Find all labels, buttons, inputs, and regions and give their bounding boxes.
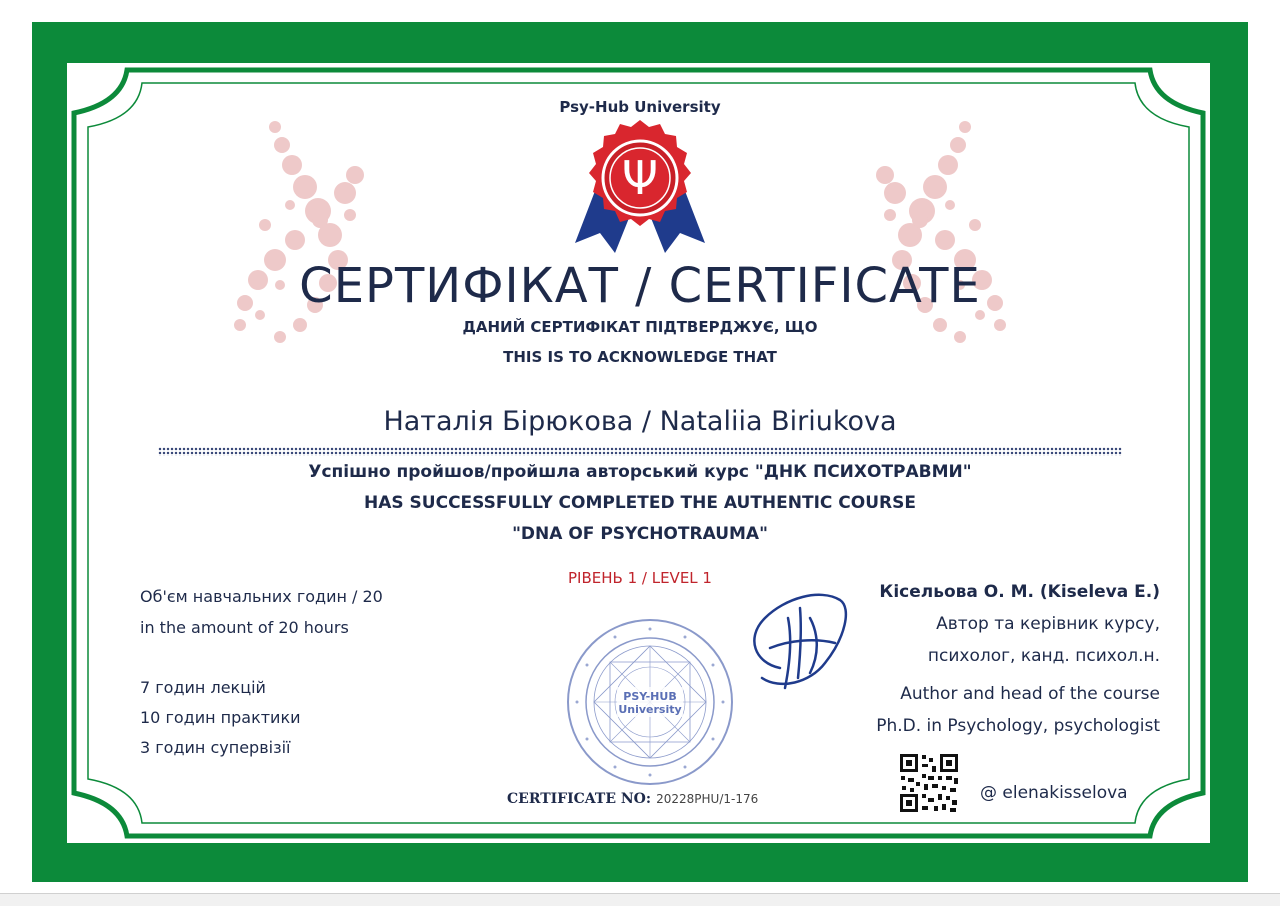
practice-hours: 10 годин практики [140,708,301,727]
author-role-uk-1: Автор та керівник курсу, [936,614,1160,634]
author-role-en-1: Author and head of the course [900,684,1160,704]
social-handle[interactable]: @ elenakisselova [980,783,1128,803]
total-hours-en: in the amount of 20 hours [140,618,349,637]
certificate-title: СЕРТИФІКАТ / CERTIFICATE [299,258,981,314]
author-role-uk-2: психолог, канд. психол.н. [927,646,1160,666]
svg-text:Ψ: Ψ [621,151,659,205]
qr-code-icon[interactable] [898,752,960,814]
author-signature [740,578,855,703]
bottom-strip [0,893,1280,906]
author-name: Кісельова О. М. (Kiseleva E.) [879,582,1160,602]
total-hours-uk: Об'єм навчальних годин / 20 [140,587,383,606]
certificate-number [507,788,758,807]
certificate-number-value: 20228PHU/1-176 [656,792,759,806]
completion-statement-uk: Успішно пройшов/пройшла авторський курс "ДНК ПСИХОТРАВМИ" [308,462,972,482]
stamp-text-2: University [618,703,682,716]
university-name: Psy-Hub University [559,98,721,116]
dotted-divider [158,447,1122,456]
subtitle-english: THIS IS TO ACKNOWLEDGE THAT [503,348,777,366]
certificate-number-label: CERTIFICATE NO: [507,791,652,807]
psi-seal-icon [555,118,725,263]
university-stamp [565,617,735,787]
supervision-hours: 3 годин супервізії [140,738,291,757]
course-level: РІВЕНЬ 1 / LEVEL 1 [568,569,712,587]
dna-dots-left-decoration [220,115,370,350]
stamp-text-1: PSY-HUB [623,690,677,703]
author-role-en-2: Ph.D. in Psychology, psychologist [876,716,1160,736]
course-name: "DNA OF PSYCHOTRAUMA" [512,524,768,544]
dna-dots-right-decoration [870,115,1020,350]
lecture-hours: 7 годин лекцій [140,678,266,697]
subtitle-ukrainian: ДАНИЙ СЕРТИФІКАТ ПІДТВЕРДЖУЄ, ЩО [462,318,818,336]
completion-statement-en: HAS SUCCESSFULLY COMPLETED THE AUTHENTIC COURSE [364,493,916,513]
recipient-name: Наталія Бірюкова / Nataliia Biriukova [383,406,897,437]
